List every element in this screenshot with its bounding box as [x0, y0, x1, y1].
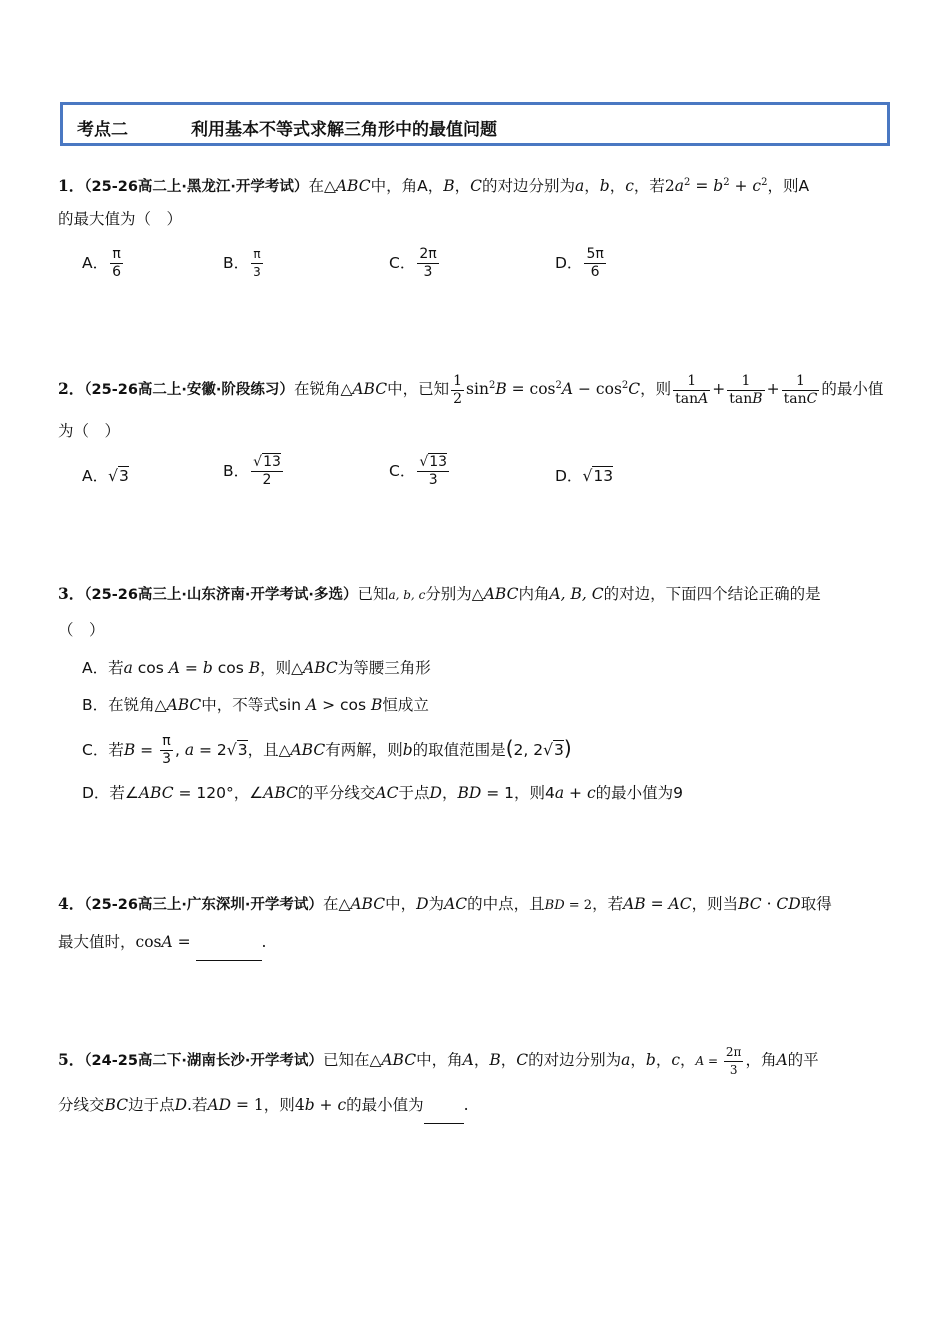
question-2: 2．（25-26高二上·安徽·阶段练习）在锐角△ABC中，已知 $\frac{1}{2}$ $\sin^2B = \cos^2A - \cos^2C$，则 $\frac{1}{\tan A}$ + $\frac{1}{\tan B}$ + $\frac{1}{\tan C}$ 的最小值	[58, 372, 884, 407]
question-5: 5．（24-25高二下·湖南长沙·开学考试）已知在△ABC中，角A，B，C的对边分别为a，b，c，A = $\frac{2\pi}{3}$ ，角A的平	[58, 1045, 819, 1077]
option-b[interactable]: B．在锐角△ABC中，不等式sin A > cos B恒成立	[82, 696, 429, 714]
question-4-line2: 最大值时，cosA = .	[58, 924, 898, 961]
option-b[interactable]: B． $\frac{\pi}{3}$	[223, 247, 261, 279]
question-2-line2: 为（ ）	[58, 422, 121, 440]
question-source: （25-26高二上·黑龙江·开学考试）	[84, 179, 309, 196]
question-3: 3．（25-26高三上·山东济南·开学考试·多选）已知a, b, c分别为△ABC内角A, B, C的对边，下面四个结论正确的是	[58, 584, 821, 603]
question-number: 1．	[58, 176, 85, 196]
section-header	[60, 102, 890, 146]
option-c[interactable]: C．若B = $\frac{\pi}{3}$ , a = 2√3，且△ABC有两解，则b的取值范围是(2, 2√3)	[82, 733, 572, 767]
question-1-options	[0, 240, 950, 290]
answer-blank[interactable]	[424, 1087, 464, 1124]
option-d[interactable]: D．若∠ABC = 120°，∠ABC的平分线交AC于点D，BD = 1，则4a + c的最小值为9	[82, 784, 684, 802]
option-c[interactable]: C． $\frac{2\pi}{3}$	[389, 246, 437, 280]
option-a[interactable]: A．√3	[82, 467, 129, 485]
option-b[interactable]: B． $\frac{√13}{2}$	[223, 454, 281, 488]
option-c[interactable]: C． $\frac{√13}{3}$	[389, 454, 448, 488]
question-3-line2: （ ）	[58, 621, 105, 639]
question-4: 4．（25-26高三上·广东深圳·开学考试）在△ABC中，D为AC的中点，且BD = 2，若AB = AC，则当BC · CD取得	[58, 894, 832, 913]
question-1-line2: 的最大值为（ ）	[58, 210, 183, 228]
question-5-line2: 分线交BC边于点D.若AD = 1，则4b + c的最小值为 .	[58, 1087, 898, 1124]
question-2-options	[0, 452, 950, 502]
question-1: 1．（25-26高二上·黑龙江·开学考试）在△ABC中，角A，B，C的对边分别为a，b，c，若$2a^2 = b^2 + c^2$，则A	[58, 176, 810, 196]
option-a[interactable]: A．若a cos A = b cos B，则△ABC为等腰三角形	[82, 659, 431, 677]
option-a[interactable]: A． $\frac{\pi}{6}$	[82, 246, 122, 280]
section-label: 考点二	[77, 120, 128, 140]
answer-blank[interactable]	[196, 924, 262, 961]
option-d[interactable]: D．√13	[555, 467, 614, 485]
option-d[interactable]: D． $\frac{5\pi}{6}$	[555, 246, 604, 280]
section-title: 利用基本不等式求解三角形中的最值问题	[191, 120, 497, 140]
